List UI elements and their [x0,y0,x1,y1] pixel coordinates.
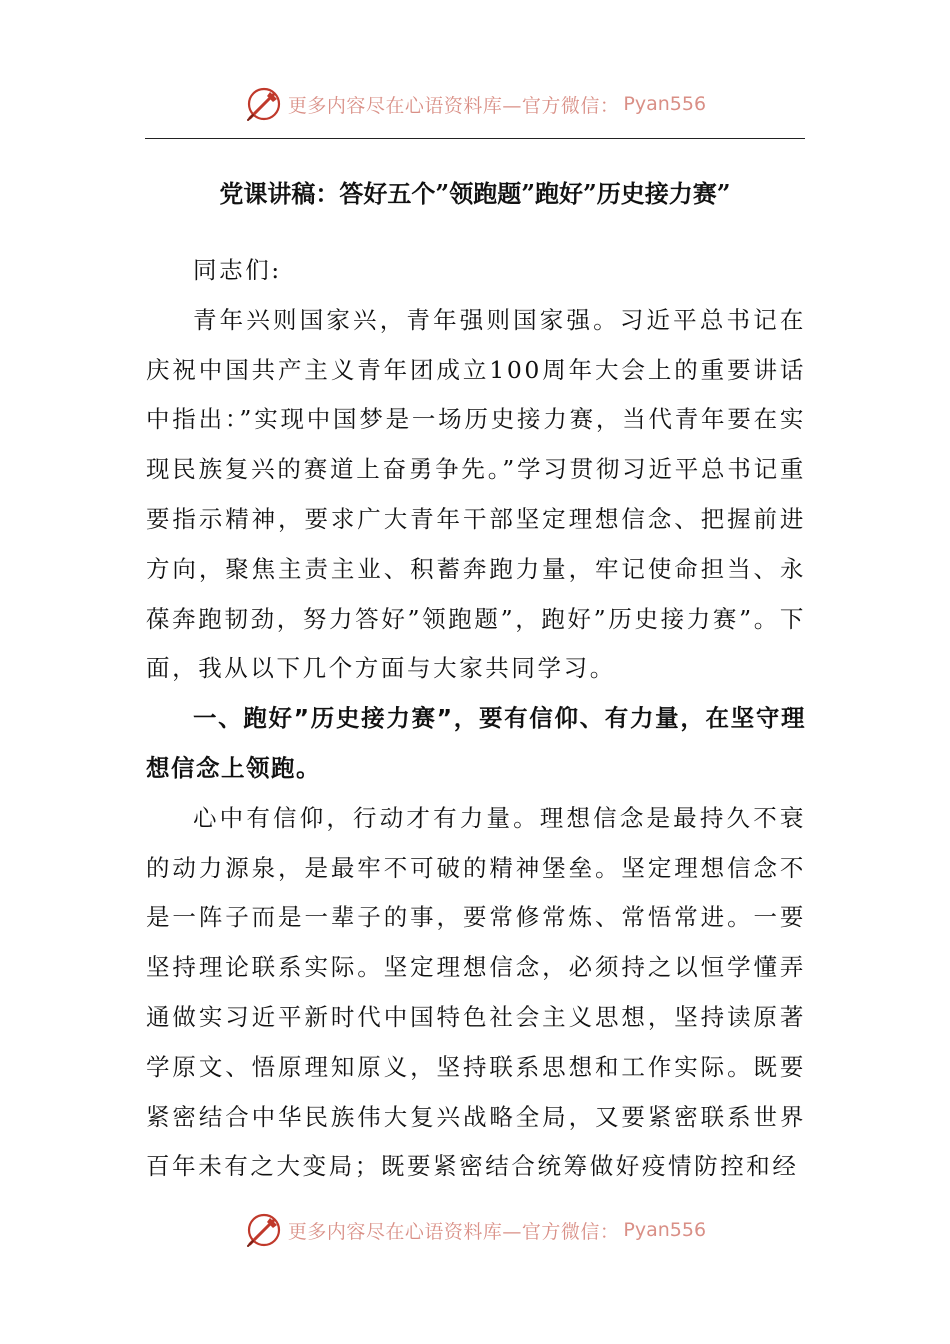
header-divider [145,138,805,139]
pen-logo-icon [244,84,284,124]
document-body [146,246,806,1192]
pen-logo-icon [244,1210,284,1250]
watermark-text: 更多内容尽在心语资料库—官方微信： [287,1220,620,1243]
document-title: 党课讲稿：答好五个”领跑题”跑好”历史接力赛” [219,179,731,208]
section-heading: 一、跑好”历史接力赛”，要有信仰、有力量，在坚守理想信念上领跑。 [146,704,806,782]
wechat-id: Pyan556 [623,93,707,115]
salutation: 同志们: [193,256,282,284]
wechat-id: Pyan556 [623,1219,707,1241]
footer-watermark-banner [0,1208,950,1252]
header-watermark-banner [0,82,950,126]
body-paragraph: 心中有信仰，行动才有力量。理想信念是最持久不衰的动力源泉，是最牢不可破的精神堡垒。坚定理想信念不是一阵子而是一辈子的事，要常修常炼、常悟常进。一要坚持理论联系实际。坚定理想信念，必须持之以恒学懂弄通做实习近平新时代中国特色社会主义思想，坚持读原著学原文、悟原理知原义，坚持联系思想和工作实际。既要紧密结合中华民族伟大复兴战略全局，又要紧密联系世界百年未有之大变局；既要紧密结合统筹做好疫情防控和经 [146,803,806,1181]
watermark-text: 更多内容尽在心语资料库—官方微信： [287,94,620,117]
body-paragraph: 青年兴则国家兴，青年强则国家强。习近平总书记在庆祝中国共产主义青年团成立100周年大会上的重要讲话中指出：”实现中国梦是一场历史接力赛，当代青年要在实现民族复兴的赛道上奋勇争先。”学习贯彻习近平总书记重要指示精神，要求广大青年干部坚定理想信念、把握前进方向，聚焦主责主业、积蓄奔跑力量，牢记使命担当、永葆奔跑韧劲，努力答好”领跑题”，跑好”历史接力赛”。下面，我从以下几个方面与大家共同学习。 [146,305,806,683]
